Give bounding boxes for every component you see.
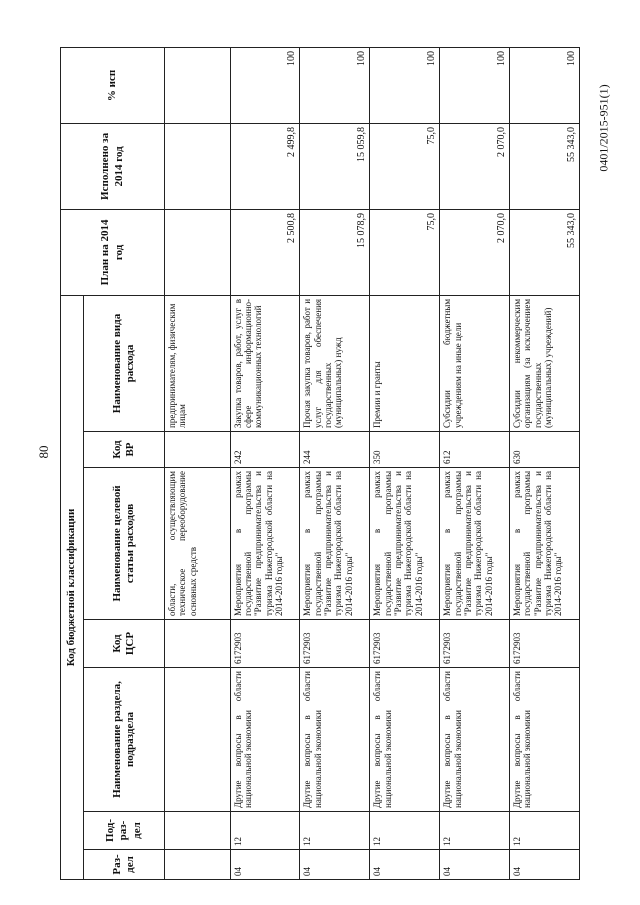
table-row <box>440 47 510 879</box>
cell-kod-csr: 6172903 <box>510 620 580 668</box>
cell-percent: 100 <box>230 47 300 123</box>
cell-vr-name: Премии и гранты <box>370 295 440 431</box>
cell-percent: 100 <box>300 47 370 123</box>
cell-kod-csr: 6172903 <box>440 620 510 668</box>
cell-vr-name: Субсидии некоммерческим организациям (за исключением государственных (муниципальных) учреждений) <box>510 295 580 431</box>
cell-kod-vr: 350 <box>370 432 440 468</box>
cell-plan: 55 343,0 <box>510 209 580 295</box>
document-code: 0401/2015-951(1) <box>596 84 611 172</box>
cell-kod-vr: 242 <box>230 432 300 468</box>
budget-table <box>60 47 580 880</box>
header-csr-name: Наименование целевой статьи расходов <box>84 468 165 620</box>
cell-kod-vr <box>165 432 231 468</box>
cell-csr-name: области, осуществляющим техническое переоборудование основных средств <box>165 468 231 620</box>
table-row <box>370 47 440 879</box>
table-row <box>230 47 300 879</box>
table-row <box>300 47 370 879</box>
cell-razdel <box>165 850 231 880</box>
rotated-page-content <box>60 48 580 880</box>
cell-razdel: 04 <box>440 850 510 880</box>
page-number: 80 <box>36 445 51 459</box>
table-row <box>510 47 580 879</box>
cell-percent: 100 <box>510 47 580 123</box>
cell-ispolneno: 15 059,8 <box>300 123 370 209</box>
header-razdel-name: Наименование раздела, подраздела <box>84 668 165 812</box>
cell-razdel-name: Другие вопросы в области национальной экономики <box>370 668 440 812</box>
cell-razdel: 04 <box>230 850 300 880</box>
cell-ispolneno: 55 343,0 <box>510 123 580 209</box>
cell-percent <box>165 47 231 123</box>
cell-podrazdel: 12 <box>230 812 300 850</box>
header-percent: % исп <box>61 47 165 123</box>
header-podrazdel: Под-раз-дел <box>84 812 165 850</box>
header-razdel: Раз-дел <box>84 850 165 880</box>
cell-razdel-name: Другие вопросы в области национальной экономики <box>440 668 510 812</box>
header-kod-csr: Код ЦСР <box>84 620 165 668</box>
cell-razdel-name: Другие вопросы в области национальной экономики <box>510 668 580 812</box>
cell-kod-csr: 6172903 <box>300 620 370 668</box>
cell-razdel: 04 <box>300 850 370 880</box>
header-plan: План на 2014 год <box>61 209 165 295</box>
cell-percent: 100 <box>440 47 510 123</box>
cell-razdel-name: Другие вопросы в области национальной экономики <box>300 668 370 812</box>
table-row <box>165 47 231 879</box>
cell-csr-name: Мероприятия в рамках государственной программы "Развитие предпринимательства и туризма Нижегородской области на 2014-2016 годы" <box>230 468 300 620</box>
cell-razdel: 04 <box>510 850 580 880</box>
cell-podrazdel: 12 <box>370 812 440 850</box>
cell-kod-csr <box>165 620 231 668</box>
cell-ispolneno: 2 070,0 <box>440 123 510 209</box>
cell-kod-vr: 244 <box>300 432 370 468</box>
cell-razdel-name <box>165 668 231 812</box>
cell-plan: 75,0 <box>370 209 440 295</box>
cell-vr-name: Закупка товаров, работ, услуг в сфере информационно-коммуникационных технологий <box>230 295 300 431</box>
cell-ispolneno <box>165 123 231 209</box>
cell-razdel-name: Другие вопросы в области национальной экономики <box>230 668 300 812</box>
cell-kod-vr: 630 <box>510 432 580 468</box>
cell-plan: 2 070,0 <box>440 209 510 295</box>
cell-ispolneno: 75,0 <box>370 123 440 209</box>
cell-vr-name: предпринимателям, физическим лицам <box>165 295 231 431</box>
cell-csr-name: Мероприятия в рамках государственной программы "Развитие предпринимательства и туризма Нижегородской области на 2014-2016 годы" <box>300 468 370 620</box>
header-ispolneno: Исполнено за 2014 год <box>61 123 165 209</box>
header-kod-vr: Код ВР <box>84 432 165 468</box>
cell-csr-name: Мероприятия в рамках государственной программы "Развитие предпринимательства и туризма Нижегородской области на 2014-2016 годы" <box>370 468 440 620</box>
cell-podrazdel: 12 <box>510 812 580 850</box>
cell-vr-name: Субсидии бюджетным учреждениям на иные цели <box>440 295 510 431</box>
cell-podrazdel: 12 <box>440 812 510 850</box>
header-vr-name: Наименование вида расхода <box>84 295 165 431</box>
cell-razdel: 04 <box>370 850 440 880</box>
cell-plan: 2 500,8 <box>230 209 300 295</box>
cell-csr-name: Мероприятия в рамках государственной программы "Развитие предпринимательства и туризма Нижегородской области на 2014-2016 годы" <box>510 468 580 620</box>
cell-csr-name: Мероприятия в рамках государственной программы "Развитие предпринимательства и туризма Нижегородской области на 2014-2016 годы" <box>440 468 510 620</box>
cell-plan <box>165 209 231 295</box>
cell-kod-csr: 6172903 <box>370 620 440 668</box>
cell-percent: 100 <box>370 47 440 123</box>
cell-plan: 15 078,9 <box>300 209 370 295</box>
cell-kod-vr: 612 <box>440 432 510 468</box>
cell-podrazdel: 12 <box>300 812 370 850</box>
budget-classification-header: Код бюджетной классификации <box>61 295 84 879</box>
cell-podrazdel <box>165 812 231 850</box>
cell-ispolneno: 2 499,8 <box>230 123 300 209</box>
cell-kod-csr: 6172903 <box>230 620 300 668</box>
cell-vr-name: Прочая закупка товаров, работ и услуг для обеспечения государственных (муниципальных) нужд <box>300 295 370 431</box>
